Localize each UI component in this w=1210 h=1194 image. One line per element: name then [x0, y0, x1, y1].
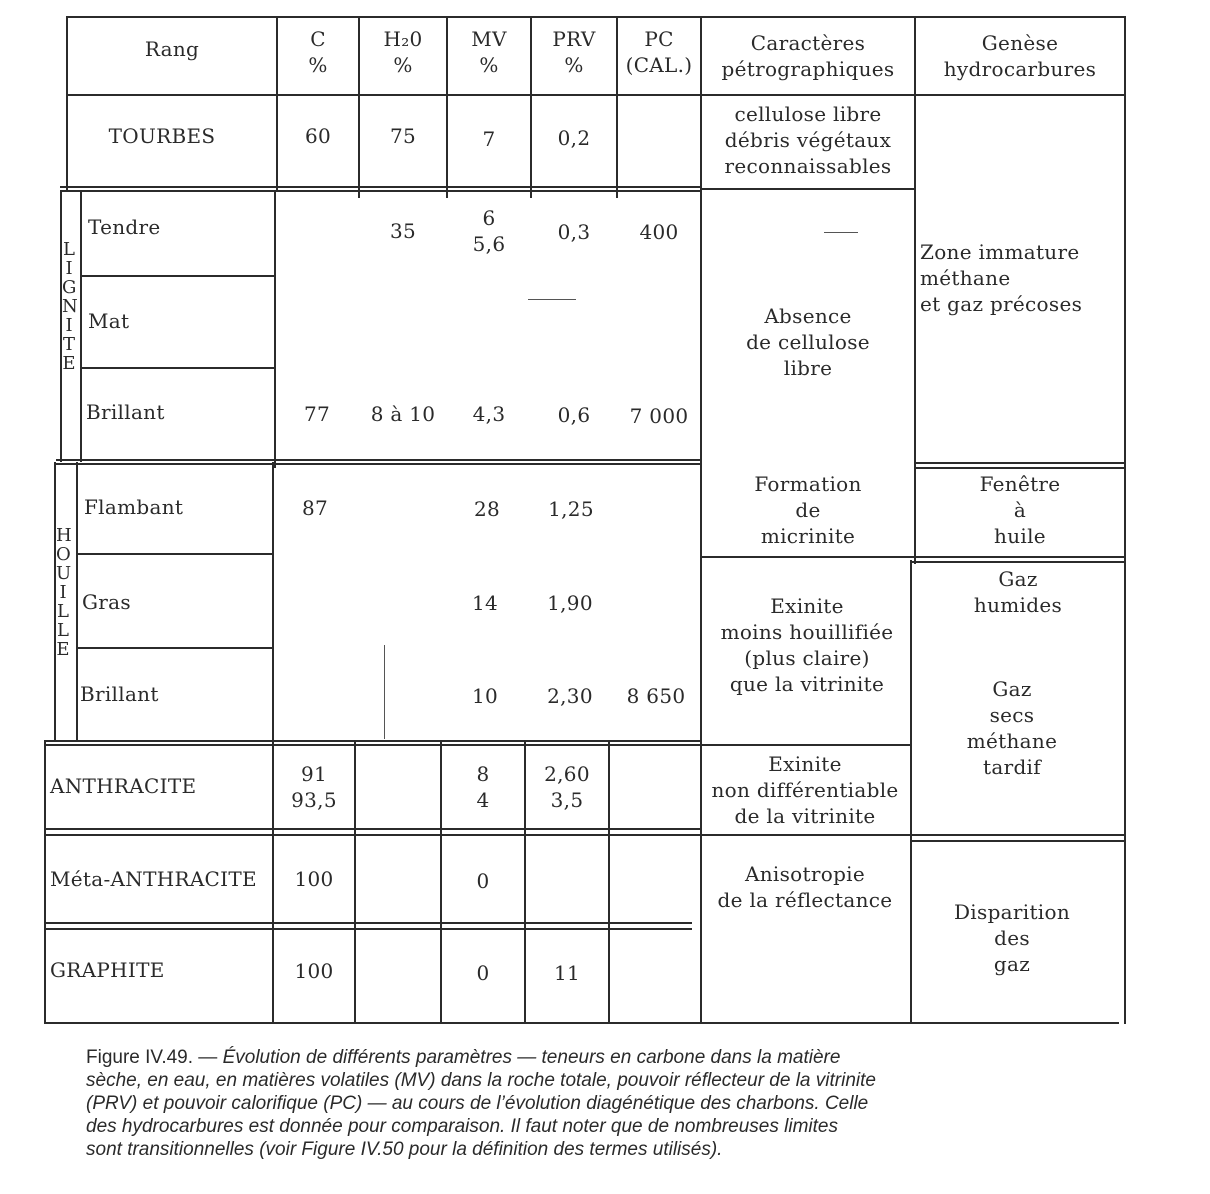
row-line-genese-2b: [910, 840, 1126, 842]
petro-cellulose: cellulose libre débris végétaux reconnaissables: [724, 102, 892, 178]
genese-gaz-humides: Gaz humides: [973, 567, 1063, 617]
row-line-genese-1b: [914, 467, 1126, 469]
rank-meta-anthracite: Méta-ANTHRACITE: [50, 867, 257, 891]
figure-caption-text: Évolution de différents paramètres — teneurs en carbone dans la matière sèche, en eau, en matières volatiles (MV) dans la roche totale, pouvoir réflecteur de la vitrinite (PRV) et pouvoir calorifique (PC) — au cours de l’évolution diagénétique des charbons. Celle des hydrocarbures est donnée pour comparaison. Il faut noter que de nombreuses limites sont transitionnelles (voir Figure IV.50 pour la définition des termes utilisés).: [86, 1047, 876, 1160]
petro-micrinite: Formation de micrinite: [754, 472, 862, 548]
petro-exinite-non-differentiable: Exinite non différentiable de la vitrinite: [711, 752, 899, 828]
anthracite-c: 91 93,5: [291, 762, 337, 812]
rank-graphite: GRAPHITE: [50, 958, 165, 982]
brillant-lignite-pc: 7 000: [629, 404, 689, 428]
rank-tendre: Tendre: [88, 215, 161, 239]
brillant-houille-mv: 10: [471, 684, 499, 708]
rank-anthracite: ANTHRACITE: [50, 774, 197, 798]
col-line-c-lignite: [274, 190, 276, 468]
header-volatiles: MV %: [471, 27, 507, 77]
houille-bracket-inner: [76, 462, 78, 742]
header-rang: Rang: [144, 37, 200, 61]
row-line-tendre: [80, 275, 276, 277]
figure-caption: [86, 1046, 1086, 1161]
anthracite-prv: 2,60 3,5: [544, 762, 590, 812]
rank-brillant-lignite: Brillant: [86, 400, 165, 424]
group-label-houille: H O U I L L E: [56, 525, 72, 660]
header-water: H₂0 %: [383, 27, 423, 77]
row-line-fenetre: [910, 561, 1126, 563]
col-line-c-lower: [272, 462, 274, 1024]
header-prv: PRV %: [552, 27, 596, 77]
tendre-h2o: 35: [389, 219, 417, 243]
figure-caption-label: Figure IV.49. —: [86, 1047, 218, 1068]
header-pc: PC (CAL.): [625, 27, 693, 77]
graphite-c: 100: [294, 959, 334, 983]
graphite-mv: 0: [476, 961, 490, 985]
row-line-houille-b: [44, 744, 700, 746]
row-line-anthracite-b: [44, 834, 700, 836]
flambant-c: 87: [301, 496, 329, 520]
tendre-prv: 0,3: [557, 220, 591, 244]
lignite-bracket-inner: [80, 190, 82, 462]
tourbes-mv: 7: [482, 127, 496, 151]
rank-flambant: Flambant: [84, 495, 184, 519]
tendre-pc: 400: [639, 220, 679, 244]
rank-tourbes: TOURBES: [108, 124, 216, 148]
brillant-lignite-prv: 0,6: [557, 403, 591, 427]
flambant-mv: 28: [473, 497, 501, 521]
petro-anisotropie: Anisotropie de la réflectance: [717, 862, 893, 912]
row-line-petro-1: [700, 188, 916, 190]
meta-anthracite-mv: 0: [476, 869, 490, 893]
petro-absence-cellulose: Absence de cellulose libre: [746, 304, 870, 380]
brillant-houille-prv: 2,30: [547, 684, 593, 708]
flambant-prv: 1,25: [548, 497, 594, 521]
table-bottom-border: [44, 1022, 1119, 1024]
genese-disparition-gaz: Disparition des gaz: [953, 900, 1071, 976]
row-line-anthracite-a: [44, 828, 700, 830]
genese-zone-immature: Zone immature méthane et gaz précoses: [920, 240, 1083, 316]
col-line-pc-lower: [608, 740, 610, 1024]
dash-petro: [824, 232, 858, 233]
row-line-lignite-b: [56, 463, 700, 465]
tourbes-c: 60: [304, 124, 332, 148]
table-left-border-lower: [44, 740, 46, 1024]
rank-gras: Gras: [82, 590, 131, 614]
table-right-border: [1124, 16, 1126, 1024]
row-line-meta-a: [44, 922, 692, 924]
header-genese: Genèse hydrocarbures: [943, 31, 1097, 81]
col-line-h2o-lower: [354, 740, 356, 1024]
rank-brillant-houille: Brillant: [80, 682, 159, 706]
tourbes-prv: 0,2: [557, 126, 591, 150]
row-line-petro-exinite: [700, 744, 912, 746]
row-line-tourbes-a: [60, 186, 700, 188]
row-line-petro-anthracite: [700, 834, 912, 836]
table-top-border: [66, 16, 1126, 18]
brillant-lignite-c: 77: [303, 402, 331, 426]
row-line-flambant: [76, 553, 274, 555]
rank-mat: Mat: [88, 309, 130, 333]
header-carbon: C %: [308, 27, 328, 77]
meta-anthracite-c: 100: [294, 867, 334, 891]
header-petro: Caractères pétrographiques: [721, 31, 895, 81]
anthracite-mv: 8 4: [476, 762, 490, 812]
row-line-genese-1a: [914, 462, 1126, 464]
gras-mv: 14: [471, 591, 499, 615]
brillant-lignite-h2o: 8 à 10: [370, 402, 436, 426]
row-line-tourbes-b: [60, 190, 700, 192]
header-divider: [66, 94, 1126, 96]
row-line-lignite-a: [56, 459, 700, 461]
brillant-houille-pc: 8 650: [626, 684, 686, 708]
tourbes-h2o: 75: [389, 124, 417, 148]
dash-prv: [528, 299, 576, 300]
row-line-gras: [76, 647, 274, 649]
gras-prv: 1,90: [547, 591, 593, 615]
row-line-houille-a: [44, 740, 700, 742]
dash-vertical-h2o: [384, 645, 385, 739]
petro-exinite-houillifiee: Exinite moins houillifiée (plus claire) que la vitrinite: [720, 594, 894, 696]
row-line-meta-b: [44, 928, 692, 930]
group-label-lignite: L I G N I T E: [62, 239, 78, 374]
brillant-lignite-mv: 4,3: [472, 402, 506, 426]
genese-fenetre-huile: Fenêtre à huile: [979, 472, 1061, 548]
row-line-micrinite: [700, 556, 1126, 558]
row-line-genese-2a: [910, 834, 1126, 836]
row-line-mat: [80, 367, 276, 369]
genese-gaz-secs: Gaz secs méthane tardif: [966, 677, 1058, 779]
graphite-prv: 11: [553, 961, 581, 985]
tendre-mv: 6 5,6: [472, 206, 506, 256]
